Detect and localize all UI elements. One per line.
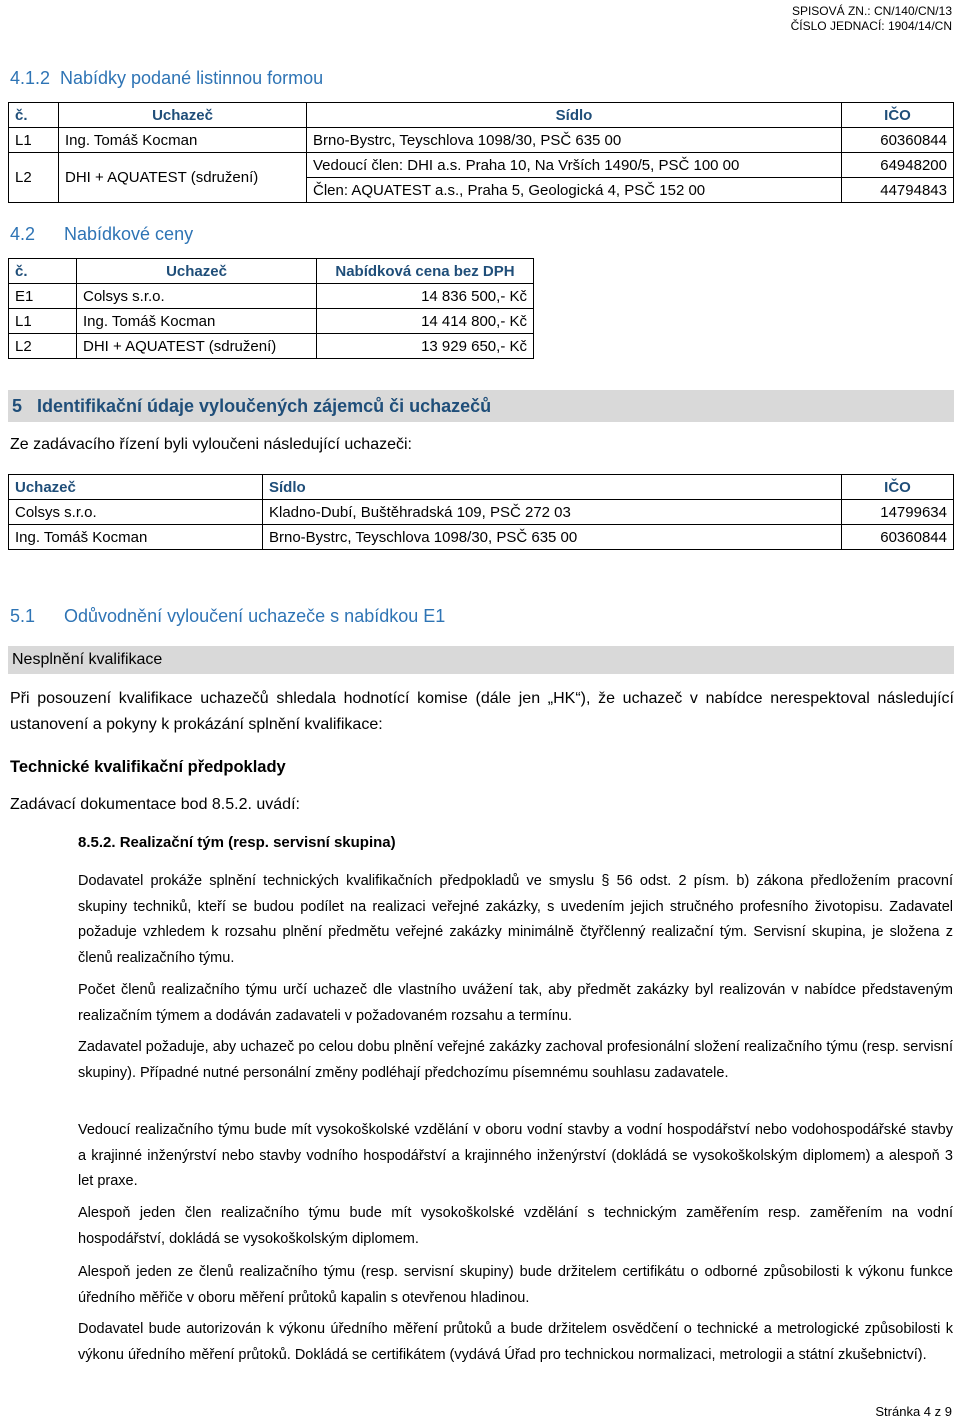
paragraph-5: Alespoň jeden člen realizačního týmu bude mít vysokoškolské vzdělání s technickým zaměřením resp. zaměřením na vodní hospodářství, dokládá se vysokoškolským diplomem. [78,1205,953,1247]
page-number: Stránka 4 z 9 [875,1404,952,1419]
excluded-intro: Ze zadávacího řízení byli vyloučeni následující uchazeči: [10,436,412,453]
subsection-8-5-2: 8.5.2. Realizační tým (resp. servisní skupina) [78,834,396,851]
paragraph-1: Dodavatel prokáže splnění technických kvalifikačních předpokladů ve smyslu § 56 odst. 2 písm. b) zákona předložením pracovní skupiny techniků, kteří se budou podílet na realizaci veřejné zakázky, s uvedením jejich stručného profesního životopisu. Zadavatel požaduje vzhledem k rozsahu plnění předmětu veřejné zakázky minimálně čtyřčlenný realizační tým. Servisní skupina, je složena z členů realizačního týmu. [78,873,953,966]
table-header-row: č. Uchazeč Nabídková cena bez DPH [9,259,534,284]
table-row: E1 Colsys s.r.o. 14 836 500,- Kč [9,284,534,309]
table-row: L2 DHI + AQUATEST (sdružení) 13 929 650,- Kč [9,334,534,359]
paragraph-7: Dodavatel bude autorizován k výkonu úředního měření průtoků a bude držitelem osvědčení o technické a metrologické způsobilosti k výkonu úředního měření průtoků. Dokládá se certifikátem (vydává Úřad pro technickou normalizaci, metrologii a státní zkušebnictví). [78,1321,953,1363]
table-row: L2 DHI + AQUATEST (sdružení) Vedoucí člen: DHI a.s. Praha 10, Na Vrších 1490/5, PSČ 100 00 64948200 [9,153,954,178]
paragraph-4: Vedoucí realizačního týmu bude mít vysokoškolské vzdělání v oboru vodní stavby a vodní hospodářství nebo vodohospodářské stavby a krajinné inženýrství nebo stavby vodního hospodářství a krajinného inženýrství (dokládá se vysokoškolským diplomem) a alespoň 3 let praxe. [78,1122,953,1189]
paragraph-6: Alespoň jeden ze členů realizačního týmu (resp. servisní skupiny) bude držitelem certifikátu o odborné způsobilosti k výkonu funkce úředního měřiče v oboru měření průtoků kapalin s otevřenou hladinou. [78,1264,953,1306]
heading-4-2: 4.2 Nabídkové ceny [10,224,194,244]
table-header-row: Uchazeč Sídlo IČO [9,475,954,500]
heading-5-1: 5.1 Odůvodnění vyloučení uchazeče s nabídkou E1 [10,606,446,626]
document-header [791,4,952,34]
spisova-znacka: SPISOVÁ ZN.: CN/140/CN/13 [791,4,952,18]
heading-4-1-2: 4.1.2 Nabídky podané listinnou formou [10,68,324,88]
table-row: Colsys s.r.o. Kladno-Dubí, Buštěhradská 109, PSČ 272 03 14799634 [9,500,954,525]
paragraph-hk: Při posouzení kvalifikace uchazečů shledala hodnotící komise (dále jen „HK“), že uchazeč v nabídce nerespektoval následující ustanovení a pokyny k prokázání splnění kvalifikace: [10,690,954,733]
cislo-jednaci: ČÍSLO JEDNACÍ: 1904/14/CN [790,19,952,33]
table-row: L1 Ing. Tomáš Kocman 14 414 800,- Kč [9,309,534,334]
nesplneni-heading: Nesplnění kvalifikace [8,646,954,674]
zd-intro: Zadávací dokumentace bod 8.5.2. uvádí: [10,796,300,813]
excluded-table [8,474,954,550]
table-row: L1 Ing. Tomáš Kocman Brno-Bystrc, Teyschlova 1098/30, PSČ 635 00 60360844 [9,128,954,153]
tech-heading: Technické kvalifikační předpoklady [10,758,286,776]
paragraph-2: Počet členů realizačního týmu určí uchazeč dle vlastního uvážení tak, aby předmět zakázky byl realizován v nabídce představeným realizačním týmem a dodáván zadavateli v požadovaném rozsahu a termínu. [78,982,953,1024]
table-row: Člen: AQUATEST a.s., Praha 5, Geologická 4, PSČ 152 00 44794843 [9,178,954,203]
table-row: Ing. Tomáš Kocman Brno-Bystrc, Teyschlova 1098/30, PSČ 635 00 60360844 [9,525,954,550]
table-header-row: č. Uchazeč Sídlo IČO [9,103,954,128]
offers-table [8,102,954,203]
prices-table [8,258,534,359]
section-5-heading: 5 Identifikační údaje vyloučených zájemců či uchazečů [8,390,954,422]
paragraph-3: Zadavatel požaduje, aby uchazeč po celou dobu plnění veřejné zakázky zachoval profesionální složení realizačního týmu (resp. servisní skupiny). Případné nutné personální změny podléhají předchozímu písemnému souhlasu zadavatele. [78,1039,953,1081]
